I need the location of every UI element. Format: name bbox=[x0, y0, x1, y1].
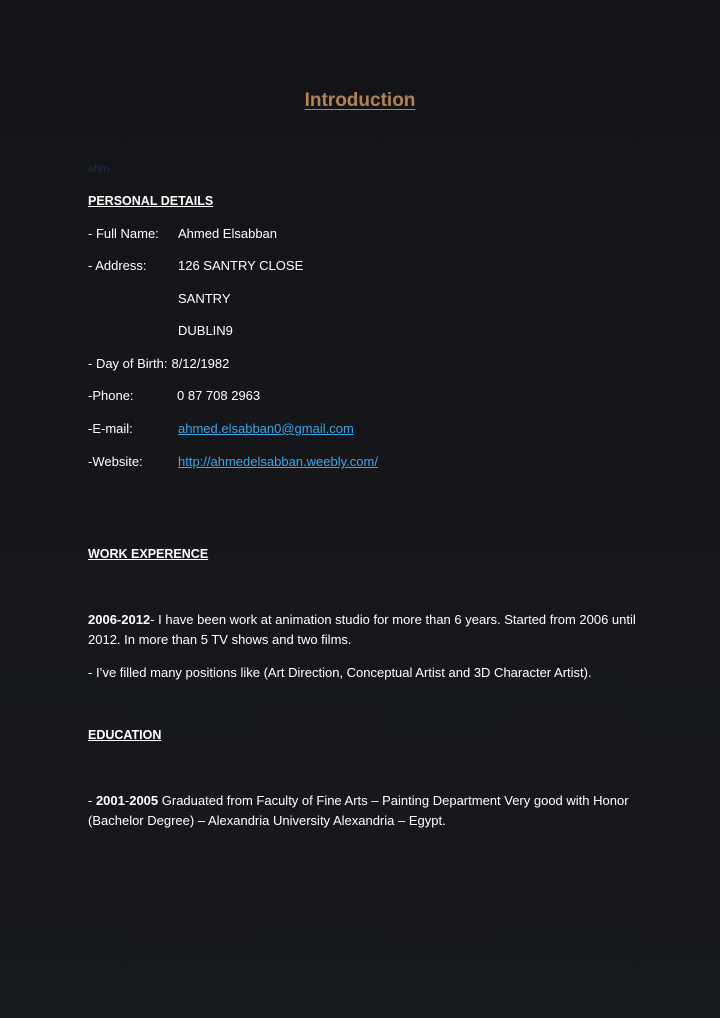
education-prefix: - bbox=[88, 793, 96, 808]
education-paragraph bbox=[88, 791, 648, 831]
address-label: - Address: bbox=[88, 258, 147, 273]
email-link[interactable]: ahmed.elsabban0@gmail.com bbox=[178, 421, 354, 436]
address-line3: DUBLIN9 bbox=[178, 323, 233, 338]
work-experience-heading: WORK EXPERENCE bbox=[88, 547, 209, 561]
dob-label: - Day of Birth: bbox=[88, 356, 168, 371]
website-link[interactable]: http://ahmedelsabban.weebly.com/ bbox=[178, 454, 378, 469]
work-paragraph-1 bbox=[88, 610, 648, 650]
education-year-end: 2005 bbox=[129, 793, 159, 808]
work-paragraph-2: - I’ve filled many positions like (Art Direction, Conceptual Artist and 3D Character Artist). bbox=[88, 665, 592, 680]
address-line2: SANTRY bbox=[178, 291, 231, 306]
work-text-1: - I have been work at animation studio for more than 6 years. Started from 2006 until 2012. In more than 5 TV shows and two films. bbox=[88, 612, 636, 647]
full-name-label: - Full Name: bbox=[88, 226, 159, 241]
full-name-value: Ahmed Elsabban bbox=[178, 226, 278, 241]
email-row bbox=[88, 421, 354, 436]
website-row bbox=[88, 454, 378, 469]
education-text: Graduated from Faculty of Fine Arts – Painting Department Very good with Honor (Bachelor Degree) – Alexandria University Alexandria – Egypt. bbox=[88, 793, 629, 828]
dob-value: 8/12/1982 bbox=[171, 356, 230, 371]
work-years: 2006-2012 bbox=[88, 612, 151, 627]
faint-label: ahm bbox=[88, 163, 110, 175]
address-row bbox=[88, 258, 303, 273]
email-label: -E-mail: bbox=[88, 421, 133, 436]
education-heading: EDUCATION bbox=[88, 728, 162, 742]
phone-label: -Phone: bbox=[88, 388, 134, 403]
page-title: Introduction bbox=[304, 90, 416, 111]
full-name-row bbox=[88, 226, 277, 241]
dob-row bbox=[88, 356, 229, 371]
personal-details-heading: PERSONAL DETAILS bbox=[88, 194, 214, 208]
education-dash: - bbox=[124, 793, 130, 808]
website-label: -Website: bbox=[88, 454, 143, 469]
education-year-start: 2001 bbox=[95, 793, 125, 808]
phone-row bbox=[88, 388, 260, 403]
address-line1: 126 SANTRY CLOSE bbox=[178, 258, 304, 273]
phone-value: 0 87 708 2963 bbox=[177, 388, 261, 403]
